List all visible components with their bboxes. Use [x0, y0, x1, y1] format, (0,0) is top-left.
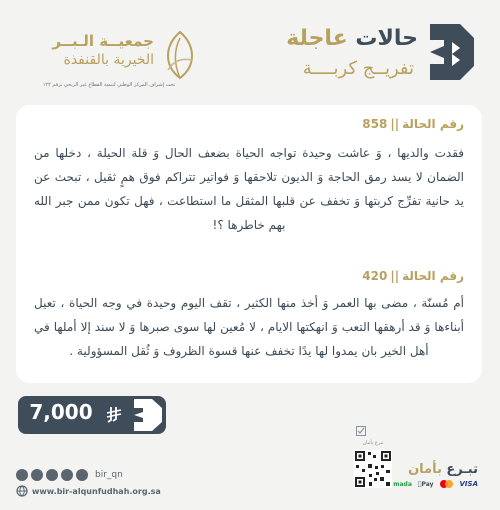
qr-section — [352, 440, 394, 496]
header — [0, 0, 500, 100]
org-name-line1: جمعيــة الـبــر — [52, 32, 154, 50]
organization-logo — [14, 30, 204, 100]
case-label-1: رقم الحالة||858 — [362, 117, 464, 131]
snapchat-icon[interactable] — [16, 469, 28, 481]
page-title: حالات عاجلة — [286, 26, 418, 51]
check-icon — [356, 426, 366, 436]
org-name-line2: الخيرية بالقنفذة — [63, 52, 154, 68]
amount-value: 7,000 — [29, 400, 93, 424]
case-number: 420 — [362, 269, 388, 283]
case-description-2: أم مُسنّة ، مضى بها العمر وَ أخذ منها الكثير ، تقف اليوم وحيدة في وجه الحياة ، تعيل أبناءها وَ قد أرهقها التعب وَ انهكتها الايام ، لا مُعين لها سوى صبرها وَ لا سند إلا أملها في أهل الخير بان يمدوا لها يدًا تخفف عنها قسوة الظروف وَ ثُقل المسؤولية . — [34, 296, 464, 358]
amount-badge — [18, 396, 166, 434]
apple-pay-logo: Pay — [421, 480, 434, 488]
mada-logo: mada — [393, 480, 412, 488]
case-label-2: رقم الحالة||420 — [362, 269, 464, 283]
qr-code-icon[interactable] — [354, 450, 392, 488]
youtube-icon[interactable] — [31, 469, 43, 481]
page-subtitle: تفريــج كربــــة — [302, 58, 414, 79]
mastercard-icon — [440, 480, 454, 488]
cases-card — [16, 105, 482, 383]
donate-safely-title: تبـرع بأمان — [408, 462, 478, 477]
social-links — [16, 468, 123, 482]
instagram-icon[interactable] — [46, 469, 58, 481]
visa-logo: VISA — [459, 480, 478, 488]
case-number: 858 — [362, 117, 388, 131]
case-description-1: فقدت والديها ، وَ عاشت وحيدة تواجه الحياة بضعف الحال وَ قلة الحيلة ، دخلها من الضمان لا يسد رمق الحاجة وَ الديون تلاحقها وَ فواتير تتراكم فوق همٍ ثقيل ، تبحث عن يد حانية تفرِّج كربتها وَ تخفف عن قلبها المثقل ما استطاعت ، فهل تكون ممن جبر الله بهم خاطرها ؟! — [34, 146, 464, 232]
payment-methods — [393, 480, 478, 488]
brand-logo-icon — [430, 24, 474, 80]
globe-icon — [16, 485, 28, 497]
whatsapp-icon[interactable] — [76, 469, 88, 481]
org-caption: تحت إشراف المركز الوطني لتنمية القطاع غير الربحي برقم ١٢٢ — [42, 82, 176, 88]
brand-mark-icon — [134, 399, 162, 431]
website-link[interactable]: www.bir-alqunfudhah.org.sa — [16, 485, 161, 497]
riyal-icon — [106, 406, 122, 424]
leaf-icon — [160, 30, 200, 80]
twitter-icon[interactable] — [61, 469, 73, 481]
qr-caption: تبرع بأمان — [362, 440, 384, 446]
social-handle: bir_qn — [95, 470, 123, 480]
